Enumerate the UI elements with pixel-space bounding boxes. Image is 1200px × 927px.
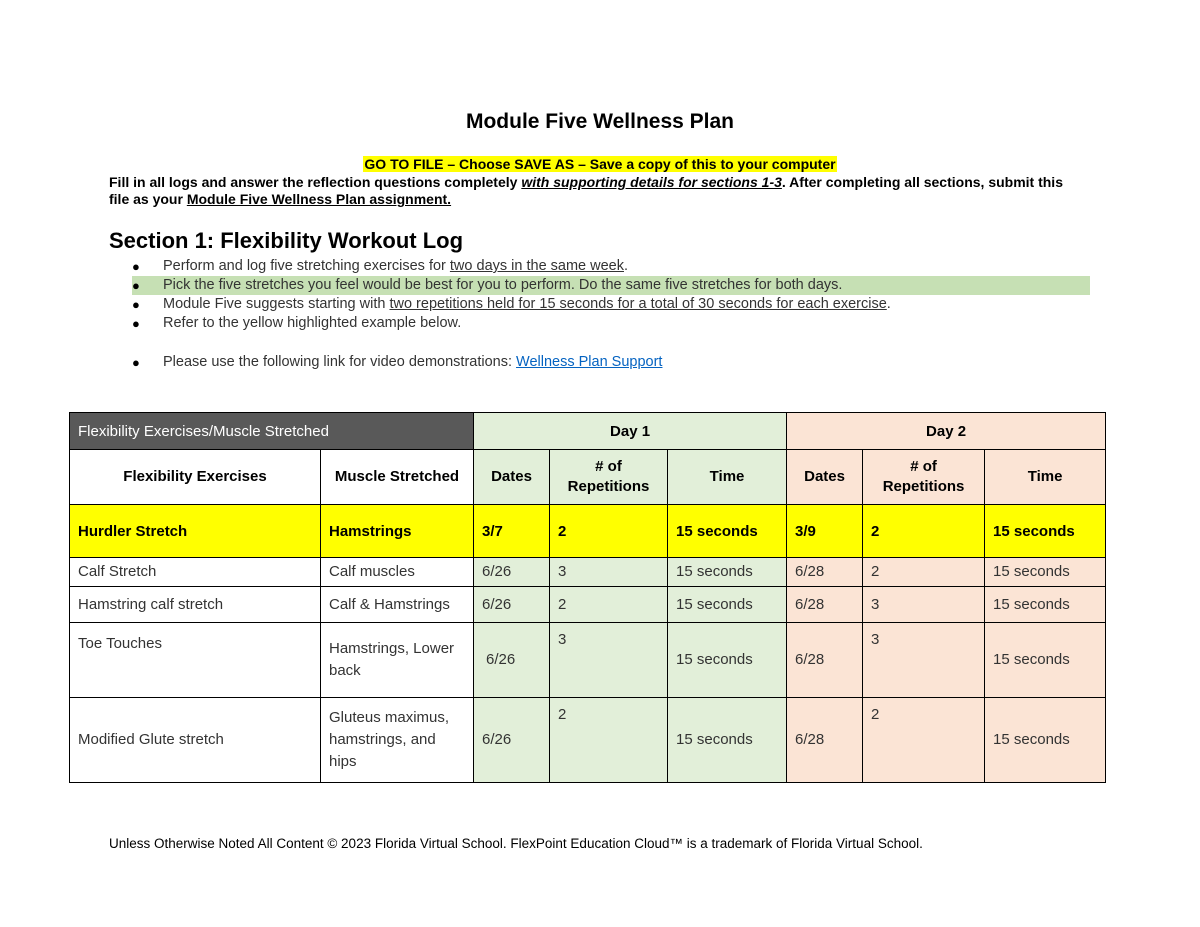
instruction-bullets: [132, 257, 1092, 372]
bullet-dot: ●: [132, 278, 140, 293]
table-cell[interactable]: 3/7: [474, 505, 550, 558]
bullet-item: [132, 295, 1092, 314]
table-cell[interactable]: 15 seconds: [668, 505, 787, 558]
example-row: [70, 505, 1106, 558]
bullet-text: Perform and log five stretching exercises for: [163, 258, 450, 274]
bullet-item: [132, 353, 1092, 372]
bullet-text: Please use the following link for video demonstrations:: [163, 354, 517, 370]
table-cell[interactable]: 6/26: [474, 587, 550, 623]
bullet-dot: ●: [132, 259, 140, 274]
table-cell[interactable]: 2: [550, 587, 668, 623]
table-cell[interactable]: Toe Touches: [70, 623, 321, 698]
table-cell[interactable]: 15 seconds: [985, 587, 1106, 623]
table-cell[interactable]: 6/28: [787, 587, 863, 623]
bullet-text: Refer to the yellow highlighted example below.: [163, 315, 462, 331]
table-cell[interactable]: 15 seconds: [985, 505, 1106, 558]
table-cell[interactable]: 6/26: [474, 558, 550, 587]
section-heading: Section 1: Flexibility Workout Log: [109, 228, 464, 253]
table-cell[interactable]: Calf Stretch: [70, 558, 321, 587]
table-cell[interactable]: 2: [863, 505, 985, 558]
table-cell[interactable]: 15 seconds: [668, 698, 787, 783]
table-row: [70, 587, 1106, 623]
intro-text-2: with supporting details for sections 1-3: [521, 174, 782, 190]
table-row: [70, 558, 1106, 587]
col-header-day1-dates: Dates: [474, 450, 550, 505]
col-header-muscle: Muscle Stretched: [321, 450, 474, 505]
intro-text-3: . After completing all sections, submit this file as your: [109, 174, 1063, 207]
intro-text-4: Module Five Wellness Plan assignment.: [186, 191, 452, 207]
table-cell[interactable]: Hamstrings, Lower back: [321, 623, 474, 698]
intro-text-1: Fill in all logs and answer the reflection questions completely: [109, 174, 522, 190]
bullet-text: .: [624, 258, 629, 274]
flexibility-log-table: [69, 412, 1106, 783]
col-header-day2-time: Time: [985, 450, 1106, 505]
table-group-header-row: [70, 413, 1106, 450]
table-cell[interactable]: 2: [863, 558, 985, 587]
table-cell[interactable]: 6/28: [787, 698, 863, 783]
table-cell[interactable]: Modified Glute stretch: [70, 698, 321, 783]
table-cell[interactable]: 6/28: [787, 558, 863, 587]
table-cell[interactable]: 15 seconds: [985, 623, 1106, 698]
group-header-day2: Day 2: [787, 413, 1106, 450]
table-cell[interactable]: 6/26: [474, 698, 550, 783]
col-header-day2-reps: # of Repetitions: [863, 450, 985, 505]
save-instruction: [0, 156, 1200, 172]
bullet-dot: ●: [132, 316, 140, 331]
save-instruction-text: GO TO FILE – Choose SAVE AS – Save a copy of this to your computer: [364, 156, 836, 172]
table-column-header-row: [70, 450, 1106, 505]
table-cell[interactable]: 6/26: [474, 623, 550, 698]
bullet-dot: ●: [132, 355, 140, 370]
table-cell[interactable]: 15 seconds: [985, 558, 1106, 587]
table-cell[interactable]: 3/9: [787, 505, 863, 558]
table-row: [70, 623, 1106, 698]
group-header-exercises: Flexibility Exercises/Muscle Stretched: [70, 413, 474, 450]
table-cell[interactable]: 15 seconds: [668, 623, 787, 698]
table-cell[interactable]: 2: [550, 698, 668, 783]
bullet-item: [132, 314, 1092, 333]
bullet-text: Pick the five stretches you feel would be best for you to perform. Do the same five stretches for both days.: [163, 277, 843, 293]
copyright-footer: Unless Otherwise Noted All Content © 2023 Florida Virtual School. FlexPoint Education Cloud™ is a trademark of Florida Virtual School.: [109, 836, 923, 851]
table-cell[interactable]: Calf & Hamstrings: [321, 587, 474, 623]
col-header-exercise: Flexibility Exercises: [70, 450, 321, 505]
col-header-day1-reps: # of Repetitions: [550, 450, 668, 505]
table-cell[interactable]: Gluteus maximus, hamstrings, and hips: [321, 698, 474, 783]
bullet-text: Module Five suggests starting with: [163, 296, 390, 312]
table-cell[interactable]: Calf muscles: [321, 558, 474, 587]
table-cell[interactable]: Hurdler Stretch: [70, 505, 321, 558]
table-cell[interactable]: 2: [863, 698, 985, 783]
table-row: [70, 698, 1106, 783]
table-cell[interactable]: 15 seconds: [668, 558, 787, 587]
bullet-text: two days in the same week: [449, 258, 624, 274]
bullet-item: [132, 257, 1092, 276]
table-cell[interactable]: 15 seconds: [668, 587, 787, 623]
group-header-day1: Day 1: [474, 413, 787, 450]
table-cell[interactable]: 2: [550, 505, 668, 558]
table-cell[interactable]: 3: [863, 623, 985, 698]
bullet-dot: ●: [132, 297, 140, 312]
instructions-paragraph: [109, 174, 1069, 208]
table-cell[interactable]: 3: [550, 558, 668, 587]
wellness-plan-support-link[interactable]: Wellness Plan Support: [516, 354, 663, 370]
bullet-item-highlighted: [132, 276, 1090, 295]
table-cell[interactable]: Hamstring calf stretch: [70, 587, 321, 623]
table-cell[interactable]: Hamstrings: [321, 505, 474, 558]
col-header-day2-dates: Dates: [787, 450, 863, 505]
table-cell[interactable]: 3: [863, 587, 985, 623]
table-cell[interactable]: 3: [550, 623, 668, 698]
page-title: Module Five Wellness Plan: [465, 110, 735, 133]
table-cell[interactable]: 15 seconds: [985, 698, 1106, 783]
table-cell[interactable]: 6/28: [787, 623, 863, 698]
bullet-text: two repetitions held for 15 seconds for a total of 30 seconds for each exercise: [389, 296, 887, 312]
bullet-text: .: [886, 296, 891, 312]
col-header-day1-time: Time: [668, 450, 787, 505]
